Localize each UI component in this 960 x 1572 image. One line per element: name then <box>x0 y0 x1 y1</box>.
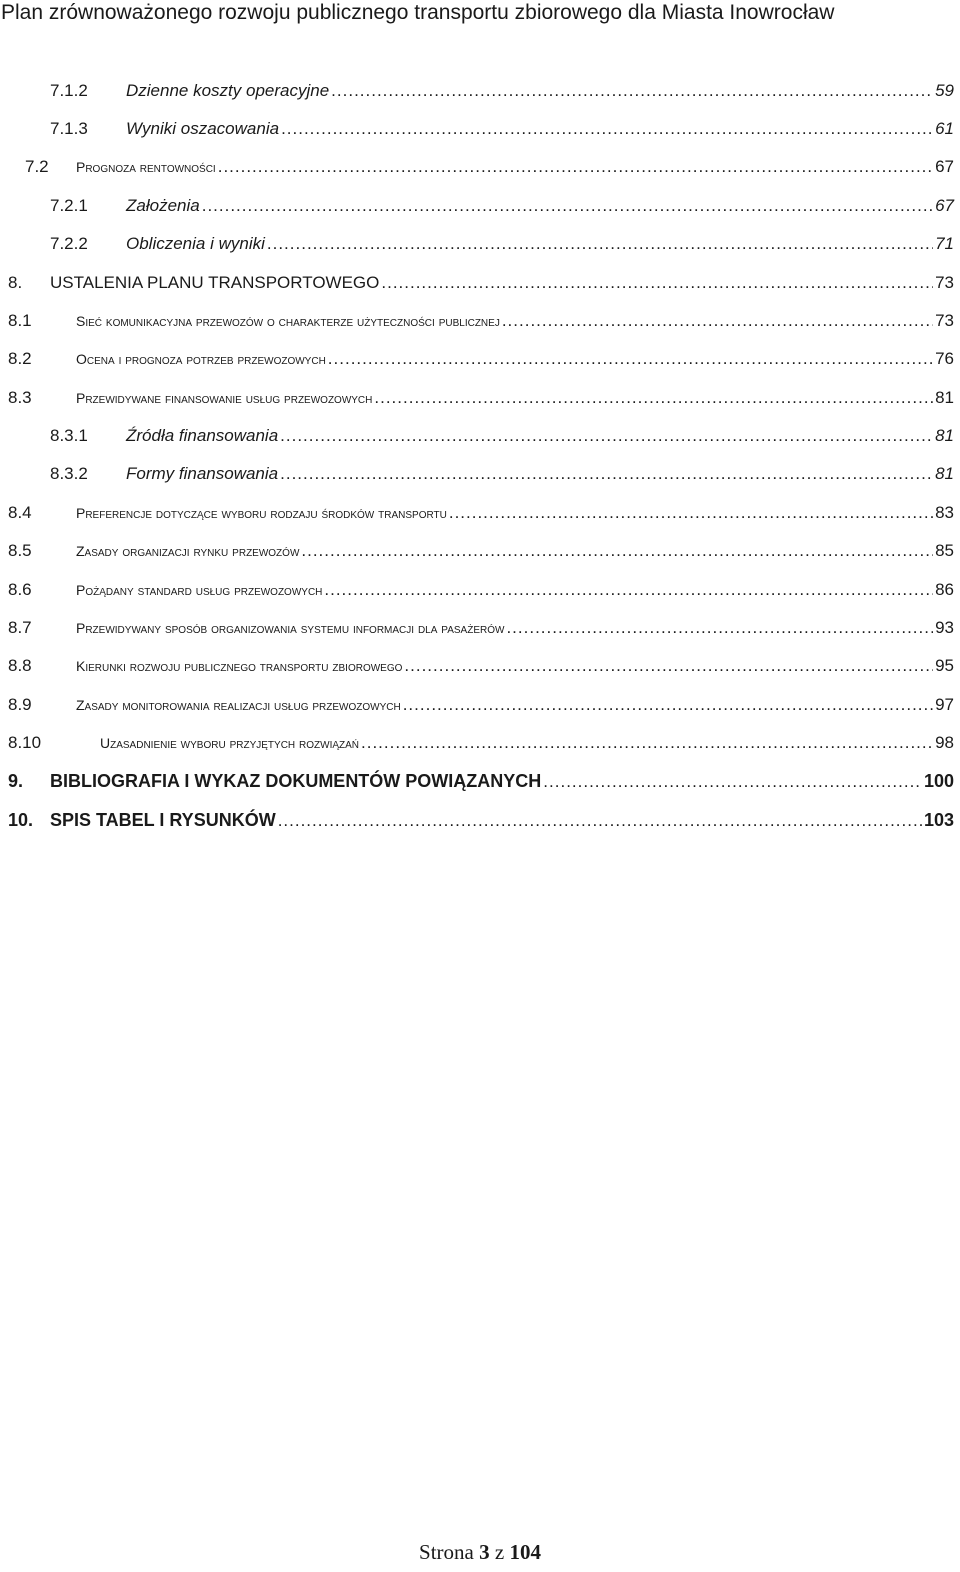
toc-entry-number: 8.3 <box>8 388 32 407</box>
toc-entry-title: Przewidywane finansowanie usług przewozowych <box>76 390 373 406</box>
toc-entry-number: 8.10 <box>8 733 42 752</box>
dot-leader <box>403 691 933 719</box>
footer-current-page: 3 <box>479 1540 490 1564</box>
toc-entry-number: 8.2 <box>8 349 32 368</box>
toc-entry[interactable] <box>0 115 960 143</box>
toc-entry-title: Preferencje dotyczące wyboru rodzaju środków transportu <box>76 505 447 521</box>
toc-entry-page-number: 61 <box>935 119 954 138</box>
toc-entry-page-number: 73 <box>935 273 954 292</box>
toc-entry-page-number: 71 <box>935 234 954 253</box>
footer-total-pages: 104 <box>509 1540 541 1564</box>
toc-entry[interactable] <box>0 576 960 604</box>
toc-entry[interactable] <box>0 499 960 527</box>
toc-entry-title: Uzasadnienie wyboru przyjętych rozwiązań <box>100 735 360 751</box>
toc-entry-number: 8. <box>8 273 23 292</box>
toc-entry-number: 8.4 <box>8 503 32 522</box>
toc-entry-title: Dzienne koszty operacyjne <box>126 81 330 100</box>
toc-entry-title: Zasady organizacji rynku przewozów <box>76 543 300 559</box>
toc-entry[interactable] <box>0 729 960 757</box>
toc-entry-title: Przewidywany sposób organizowania systemu informacji dla pasażerów <box>76 620 505 636</box>
toc-entry-page-number: 76 <box>935 349 954 368</box>
toc-entry[interactable] <box>0 537 960 565</box>
toc-entry-title: USTALENIA PLANU TRANSPORTOWEGO <box>50 273 380 292</box>
toc-entry-title: Ocena i prognoza potrzeb przewozowych <box>76 351 326 367</box>
toc-entry[interactable] <box>0 767 960 795</box>
dot-leader <box>374 384 933 412</box>
dot-leader <box>502 307 933 335</box>
toc-entry-number: 7.2.2 <box>50 234 88 253</box>
dot-leader <box>381 269 933 297</box>
dot-leader <box>328 345 933 373</box>
page-footer <box>0 1540 960 1565</box>
toc-entry[interactable] <box>0 614 960 642</box>
toc-entry-title: SPIS TABEL I RYSUNKÓW <box>50 810 276 830</box>
toc-entry-page-number: 81 <box>935 426 954 445</box>
toc-entry-page-number: 95 <box>935 656 954 675</box>
toc-entry-number: 7.1.2 <box>50 81 88 100</box>
toc-entry[interactable] <box>0 230 960 258</box>
dot-leader <box>280 460 933 488</box>
toc-entry[interactable] <box>0 806 960 834</box>
dot-leader <box>278 807 922 835</box>
toc-entry[interactable] <box>0 422 960 450</box>
toc-entry-page-number: 98 <box>935 733 954 752</box>
toc-entry-number: 8.6 <box>8 580 32 599</box>
toc-entry-number: 8.5 <box>8 541 32 560</box>
toc-entry-page-number: 86 <box>935 580 954 599</box>
toc-entry-page-number: 59 <box>935 81 954 100</box>
toc-entry-title: Założenia <box>126 196 200 215</box>
dot-leader <box>543 768 922 796</box>
toc-entry-title: Sieć komunikacyjna przewozów o charakterze użyteczności publicznej <box>76 313 500 329</box>
dot-leader <box>281 115 933 143</box>
dot-leader <box>267 230 933 258</box>
dot-leader <box>218 153 933 181</box>
toc-entry-number: 8.7 <box>8 618 32 637</box>
toc-entry-title: Obliczenia i wyniki <box>126 234 265 253</box>
toc-entry-page-number: 83 <box>935 503 954 522</box>
dot-leader <box>331 77 933 105</box>
toc-entry-number: 8.3.2 <box>50 464 88 483</box>
toc-entry-page-number: 93 <box>935 618 954 637</box>
toc-entry-page-number: 100 <box>923 771 954 791</box>
dot-leader <box>449 499 933 527</box>
toc-entry-number: 8.9 <box>8 695 32 714</box>
dot-leader <box>324 576 933 604</box>
toc-entry-title: Źródła finansowania <box>126 426 279 445</box>
toc-entry[interactable] <box>0 652 960 680</box>
dot-leader <box>404 652 933 680</box>
toc-entry-number: 10. <box>8 810 34 830</box>
toc-entry-page-number: 67 <box>935 157 954 176</box>
dot-leader <box>280 422 933 450</box>
dot-leader <box>301 537 933 565</box>
toc-entry[interactable] <box>0 192 960 220</box>
toc-entry-title: Wyniki oszacowania <box>126 119 280 138</box>
dot-leader <box>361 729 933 757</box>
toc-entry[interactable] <box>0 384 960 412</box>
toc-entry-number: 7.2.1 <box>50 196 88 215</box>
page-header-title: Plan zrównoważonego rozwoju publicznego transportu zbiorowego dla Miasta Inowrocław <box>1 1 835 24</box>
toc-entry-page-number: 103 <box>923 810 954 830</box>
toc-entry-page-number: 81 <box>935 464 954 483</box>
toc-entry-title: Zasady monitorowania realizacji usług przewozowych <box>76 697 401 713</box>
toc-entry-title: Formy finansowania <box>126 464 279 483</box>
toc-entry-page-number: 97 <box>935 695 954 714</box>
toc-entry-number: 7.2 <box>25 157 49 176</box>
toc-entry-number: 8.1 <box>8 311 32 330</box>
toc-entry[interactable] <box>0 460 960 488</box>
toc-entry-number: 9. <box>8 771 24 791</box>
toc-entry-title: BIBLIOGRAFIA I WYKAZ DOKUMENTÓW POWIĄZANYCH <box>50 771 542 791</box>
dot-leader <box>506 614 933 642</box>
toc-entry-title: Kierunki rozwoju publicznego transportu zbiorowego <box>76 658 403 674</box>
toc-entry[interactable] <box>0 691 960 719</box>
toc-entry[interactable] <box>0 345 960 373</box>
toc-entry-number: 7.1.3 <box>50 119 88 138</box>
toc-entry[interactable] <box>0 153 960 181</box>
toc-entry-number: 8.8 <box>8 656 32 675</box>
toc-entry-page-number: 81 <box>935 388 954 407</box>
toc-entry-page-number: 73 <box>935 311 954 330</box>
toc-entry[interactable] <box>0 269 960 297</box>
toc-entry[interactable] <box>0 307 960 335</box>
toc-entry-page-number: 85 <box>935 541 954 560</box>
toc-entry-title: Prognoza rentowności <box>76 159 216 175</box>
toc-entry-page-number: 67 <box>935 196 954 215</box>
dot-leader <box>202 192 933 220</box>
footer-prefix: Strona <box>419 1540 474 1564</box>
toc-entry[interactable] <box>0 77 960 105</box>
toc-entry-number: 8.3.1 <box>50 426 88 445</box>
toc-entry-title: Pożądany standard usług przewozowych <box>76 582 323 598</box>
footer-sep: z <box>494 1540 505 1564</box>
